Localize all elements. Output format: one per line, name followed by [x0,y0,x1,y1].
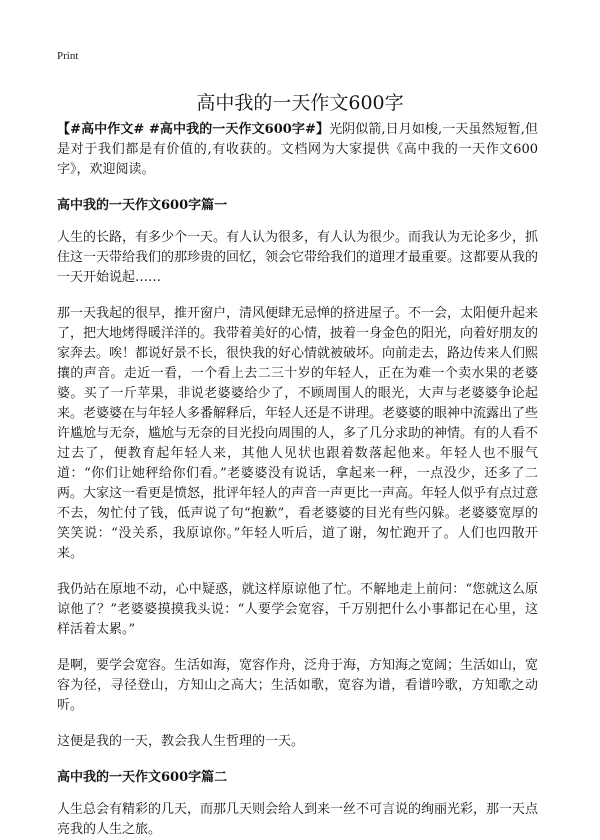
article-title: 高中我的一天作文600字 [196,91,404,114]
section-2-heading: 高中我的一天作文600字篇二 [57,770,228,785]
section-1-paragraph-4: 是啊，要学会宽容。生活如海，宽容作舟，泛舟于海，方知海之宽阔；生活如山，宽容为径，寻径登山，方知山之高大；生活如歌，宽容为谱，看谱吟歌，方知歌之动听。 [57,658,539,713]
section-1-paragraph-1: 人生的长路，有多少个一天。有人认为很多，有人认为很少。而我认为无论多少，抓住这一天带给我们的那珍贵的回忆，领会它带给我们的道理才最重要。这都要从我的一天开始说起…… [57,230,539,285]
section-1-paragraph-2: 那一天我起的很早，推开窗户，清风便肆无忌惮的挤进屋子。不一会，太阳便升起来了，把大地烤得暖洋洋的。我带着美好的心情，披着一身金色的阳光，向着好朋友的家奔去。唉！都说好景不长，很快我的好心情就被破坏。向前走去，路边传来人们熙攘的声音。走近一看，一个看上去二三十岁的年轻人，正在为难一个卖水果的老婆婆。买了一斤苹果，非说老婆婆给少了，不顾周围人的眼光，大声与老婆婆争论起来。老婆婆在与年轻人多番解释后，年轻人还是不讲理。老婆婆的眼神中流露出了些许尴尬与无奈，尴尬与无奈的目光投向周围的人，多了几分求助的神情。有的人看不过去了，便教育起年轻人来，其他人见状也跟着数落起他来。年轻人也不服气道：“你们让她秤给你们看。”老婆婆没有说话，拿起来一秤，一点没少，还多了二两。大家这一看更是愤怒，批评年轻人的声音一声更比一声高。年轻人似乎有点过意不去，匆忙付了钱，低声说了句“抱歉”，看老婆婆的目光有些闪躲。老婆婆宽厚的笑笑说：“没关系，我原谅你。”年轻人听后，道了谢，匆忙跑开了。人们也四散开来。 [57,306,539,561]
print-label[interactable]: Print [57,50,79,62]
article-body [57,120,538,840]
section-1-paragraph-3: 我仍站在原地不动，心中疑惑，就这样原谅他了忙。不解地走上前问：“您就这么原谅他了？”老婆婆摸摸我头说：“人要学会宽容，千万别把什么小事都记在心里，这样活着太累。” [57,582,538,637]
section-1-paragraph-5: 这便是我的一天，教会我人生哲理的一天。 [57,734,305,749]
intro-tag: 【#高中作文# #高中我的一天作文600字#】 [57,122,330,137]
section-2-paragraph-1: 人生总会有精彩的几天，而那几天则会给人到来一丝不可言说的绚丽光彩，那一天点亮我的人生之旅。 [57,802,539,837]
intro-text: 光阴似箭,日月如梭,一天虽然短暂,但是对于我们都是有价值的,有收获的。文档网为大家提供《高中我的一天作文600字》，欢迎阅读。 [57,122,539,177]
section-1-heading: 高中我的一天作文600字篇一 [57,198,228,213]
intro-paragraph [57,120,538,180]
